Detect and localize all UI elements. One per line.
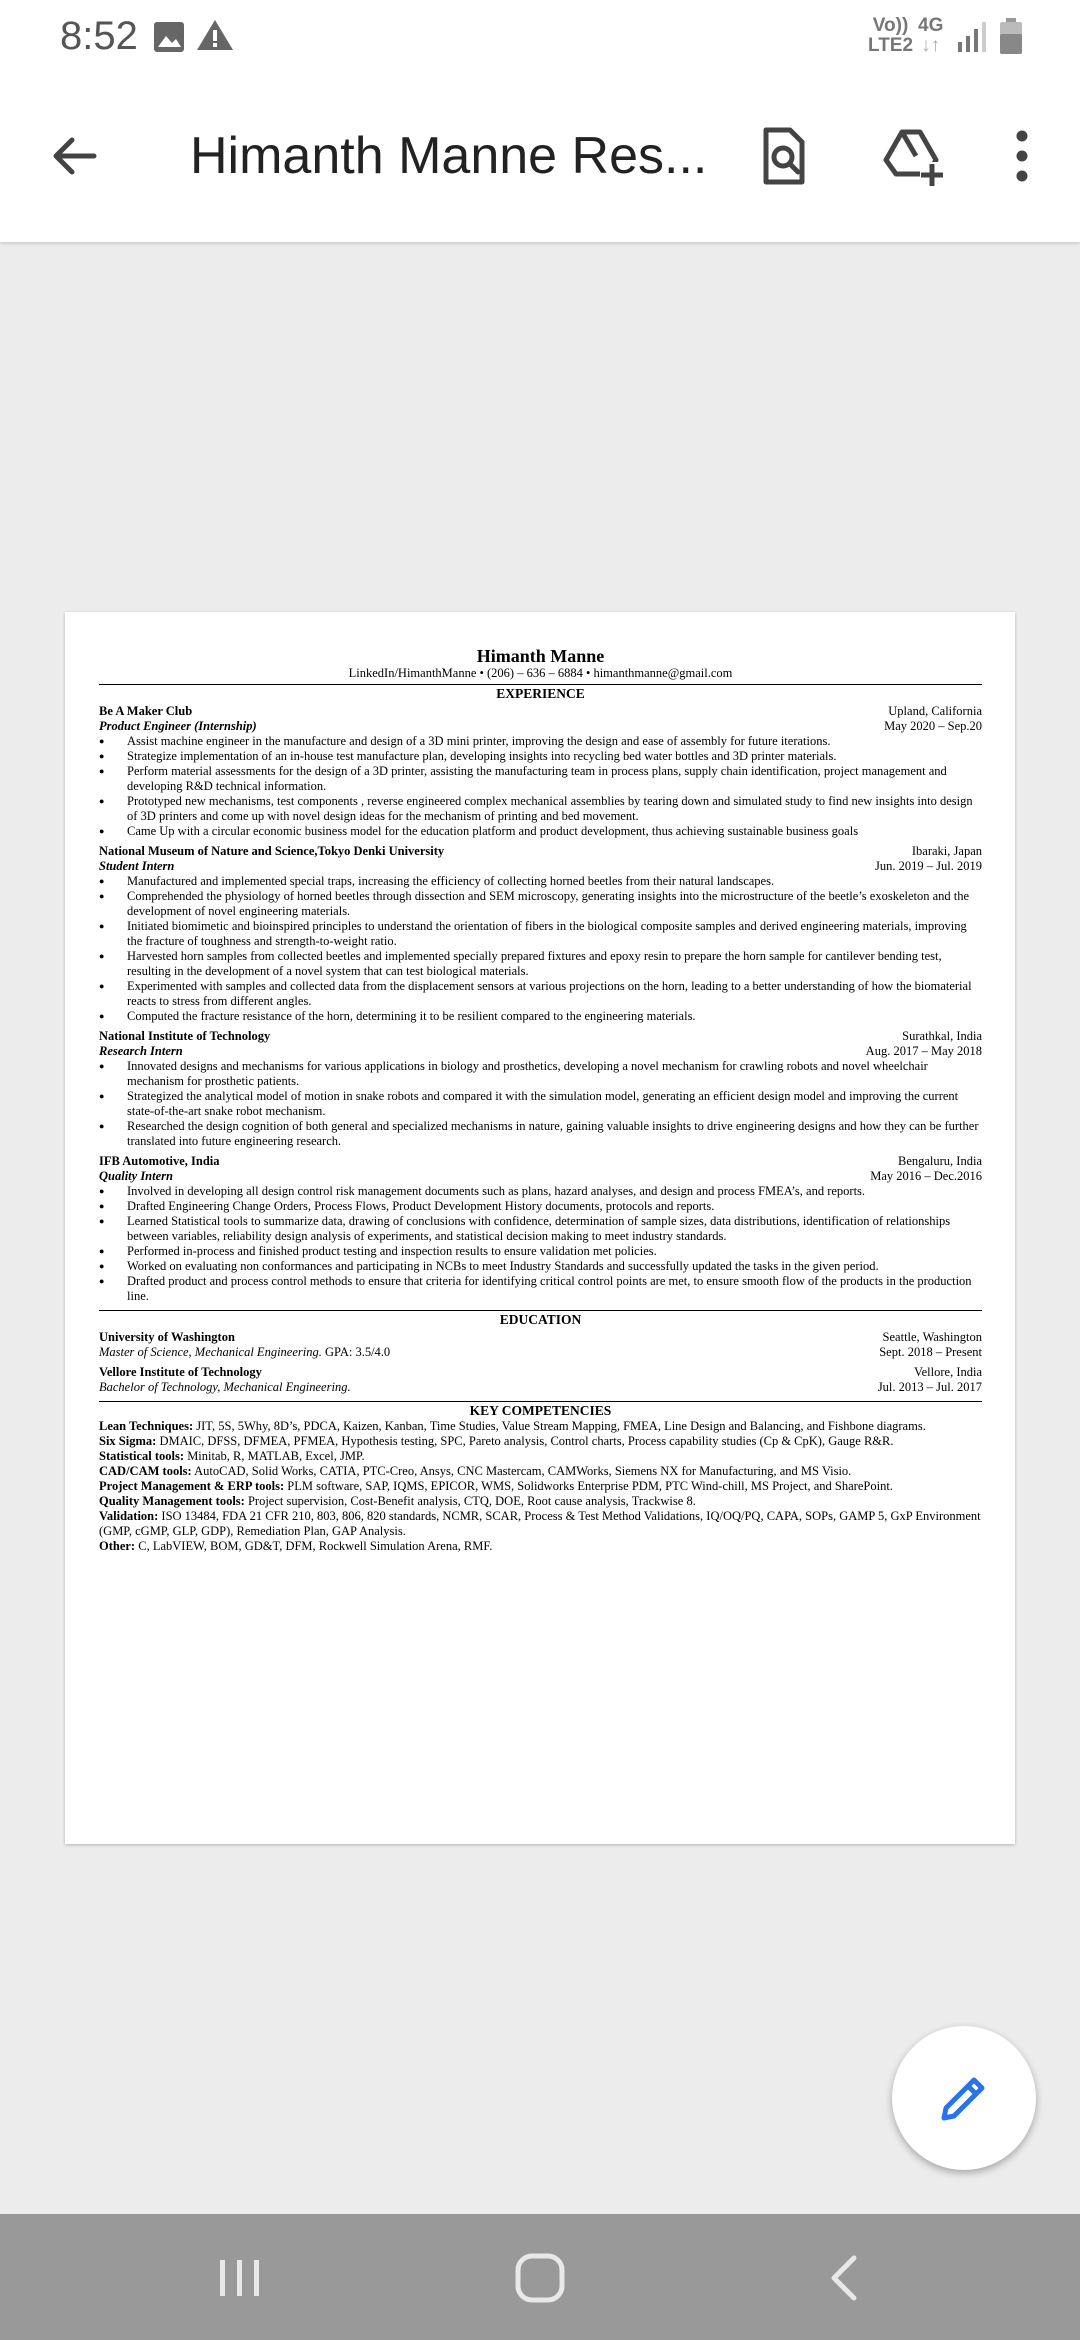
system-nav-bar bbox=[0, 2214, 1080, 2340]
edit-button[interactable] bbox=[892, 2026, 1036, 2170]
competency-item bbox=[99, 1419, 982, 1434]
job-header-row bbox=[99, 704, 982, 719]
experience-list bbox=[99, 704, 982, 1304]
job-role: Quality Intern bbox=[99, 1169, 173, 1183]
bullet-item: ● Experimented with samples and collected data from the displacement sensors at various projections on the horn, leading to a better understanding of how the biomaterial reacts to stress from different angles. bbox=[99, 979, 982, 1009]
signal-icon bbox=[956, 20, 990, 54]
competency-label: CAD/CAM tools: bbox=[99, 1464, 192, 1478]
bullet-item: ● Drafted Engineering Change Orders, Process Flows, Product Development History documents, protocols and reports. bbox=[99, 1199, 982, 1214]
job-organization: National Institute of Technology bbox=[99, 1029, 271, 1043]
job-role-row bbox=[99, 1044, 982, 1059]
job-bullets bbox=[99, 734, 982, 839]
bullet-item: ● Performed in-process and finished product testing and inspection results to ensure validation met policies. bbox=[99, 1244, 982, 1259]
competency-item bbox=[99, 1464, 982, 1479]
education-degree-row bbox=[99, 1380, 982, 1395]
bullet-item: ● Initiated biomimetic and bioinspired principles to understand the orientation of fibers in the biological composite samples and derived engineering materials, improving the fracture of toughness and strength-to-weight ratio. bbox=[99, 919, 982, 949]
resume-name: Himanth Manne bbox=[476, 646, 605, 666]
resume-contact: LinkedIn/HimanthManne • (206) – 636 – 6884 • himanthmanne@gmail.com bbox=[348, 666, 733, 680]
job-entry bbox=[99, 1154, 982, 1304]
education-school: Vellore Institute of Technology bbox=[99, 1365, 262, 1379]
education-heading: EDUCATION bbox=[99, 1310, 982, 1328]
competency-text: Project supervision, Cost-Benefit analysis, CTQ, DOE, Root cause analysis, Trackwise 8. bbox=[244, 1494, 696, 1508]
competency-text: AutoCAD, Solid Works, CATIA, PTC-Creo, Ansys, CNC Mastercam, CAMWorks, Siemens NX for Manufacturing, and MS Visio. bbox=[191, 1464, 852, 1478]
education-header-row bbox=[99, 1330, 982, 1345]
bullet-item: ● Harvested horn samples from collected beetles and implemented specially prepared fixtures and epoxy resin to prepare the horn sample for cantilever bending test, resulting in the development of a novel system that can test biological materials. bbox=[99, 949, 982, 979]
education-dates: Sept. 2018 – Present bbox=[879, 1345, 982, 1359]
job-dates: May 2016 – Dec.2016 bbox=[870, 1169, 982, 1183]
competencies-list bbox=[99, 1419, 982, 1554]
competency-item bbox=[99, 1434, 982, 1449]
competency-item bbox=[99, 1509, 982, 1539]
job-location: Surathkal, India bbox=[902, 1029, 982, 1043]
education-entry bbox=[99, 1365, 982, 1395]
resume-content bbox=[99, 646, 982, 1554]
job-organization: National Museum of Nature and Science,Tokyo Denki University bbox=[99, 844, 445, 858]
education-gpa: GPA: 3.5/4.0 bbox=[321, 1345, 391, 1359]
competency-label: Six Sigma: bbox=[99, 1434, 157, 1448]
competency-label: Statistical tools: bbox=[99, 1449, 185, 1463]
competency-text: C, LabVIEW, BOM, GD&T, DFM, Rockwell Simulation Arena, RMF. bbox=[135, 1539, 493, 1553]
competency-item bbox=[99, 1449, 982, 1464]
more-vert-icon[interactable] bbox=[990, 124, 1054, 188]
job-location: Upland, California bbox=[888, 704, 982, 718]
bullet-item: ● Prototyped new mechanisms, test components , reverse engineered complex mechanical assemblies by tearing down and simulated study to find new insights into design of 3D printers and come up with novel design ideas for the mechanism of printing and bed movement. bbox=[99, 794, 982, 824]
bullet-item: ● Learned Statistical tools to summarize data, drawing of conclusions with confidence, determination of sample sizes, data distributions, identification of relationships between variables, reliability design analysis of experiments, and statistical decision making to meet industry standards. bbox=[99, 1214, 982, 1244]
competency-text: Minitab, R, MATLAB, Excel, JMP. bbox=[184, 1449, 365, 1463]
battery-icon bbox=[998, 18, 1024, 56]
back-arrow-icon[interactable] bbox=[44, 126, 104, 186]
competency-item bbox=[99, 1479, 982, 1494]
job-bullets bbox=[99, 1059, 982, 1149]
education-degree-line bbox=[99, 1380, 351, 1395]
competency-label: Lean Techniques: bbox=[99, 1419, 194, 1433]
status-bar bbox=[0, 0, 1080, 74]
education-location: Seattle, Washington bbox=[882, 1330, 982, 1344]
bullet-item: ● Came Up with a circular economic business model for the education platform and product development, thus achieving sustainable business goals bbox=[99, 824, 982, 839]
job-dates: Jun. 2019 – Jul. 2019 bbox=[875, 859, 982, 873]
bullet-item: ● Perform material assessments for the design of a 3D printer, assisting the manufacturing team in process plans, supply chain identification, project management and developing R&D technical information. bbox=[99, 764, 982, 794]
status-time: 8:52 bbox=[60, 14, 138, 58]
education-degree-row bbox=[99, 1345, 982, 1360]
job-role-row bbox=[99, 859, 982, 874]
competency-item bbox=[99, 1494, 982, 1509]
education-entry bbox=[99, 1330, 982, 1360]
edit-pencil-icon bbox=[934, 2068, 994, 2128]
job-dates: May 2020 – Sep.20 bbox=[884, 719, 982, 733]
bullet-item: ● Researched the design cognition of both general and specialized mechanisms in nature, gaining valuable insights to drive engineering designs and how they can be further translated into future engineering research. bbox=[99, 1119, 982, 1149]
find-in-page-icon[interactable] bbox=[752, 124, 816, 188]
job-header-row bbox=[99, 1029, 982, 1044]
education-degree: Bachelor of Technology, Mechanical Engineering. bbox=[99, 1380, 351, 1394]
bullet-item: ● Computed the fracture resistance of the horn, determining it to be resilient compared to the engineering materials. bbox=[99, 1009, 982, 1024]
competency-text: ISO 13484, FDA 21 CFR 210, 803, 806, 820 standards, NCMR, SCAR, Process & Test Method Validations, IQ/OQ/PQ, CAPA, SOPs, GAMP 5, GxP Environment (GMP, cGMP, GLP, GDP), Remediation Plan, GAP Analysis. bbox=[99, 1509, 981, 1538]
recents-icon[interactable] bbox=[210, 2250, 270, 2306]
job-entry bbox=[99, 1029, 982, 1149]
bullet-item: ● Manufactured and implemented special traps, increasing the efficiency of collecting horned beetles from their natural landscapes. bbox=[99, 874, 982, 889]
warning-icon bbox=[196, 18, 234, 52]
competency-text: PLM software, SAP, IQMS, EPICOR, WMS, Solidworks Enterprise PDM, PTC Wind-chill, MS Project, and SharePoint. bbox=[284, 1479, 893, 1493]
app-bar bbox=[0, 74, 1080, 242]
job-role-row bbox=[99, 719, 982, 734]
education-dates: Jul. 2013 – Jul. 2017 bbox=[877, 1380, 982, 1394]
document-page[interactable] bbox=[65, 612, 1015, 1844]
job-header-row bbox=[99, 844, 982, 859]
competency-label: Other: bbox=[99, 1539, 136, 1553]
job-header-row bbox=[99, 1154, 982, 1169]
job-organization: IFB Automotive, India bbox=[99, 1154, 220, 1168]
job-role: Product Engineer (Internship) bbox=[99, 719, 257, 733]
competency-label: Validation: bbox=[99, 1509, 159, 1523]
bullet-item: ● Drafted product and process control methods to ensure that criteria for identifying critical control points are met, to ensure smooth flow of the products in the production line. bbox=[99, 1274, 982, 1304]
job-organization: Be A Maker Club bbox=[99, 704, 193, 718]
job-dates: Aug. 2017 – May 2018 bbox=[865, 1044, 982, 1058]
job-entry bbox=[99, 704, 982, 839]
bullet-item: ● Comprehended the physiology of horned beetles through dissection and SEM microscopy, generating insights into the microstructure of the beetle’s exoskeleton and the development of novel engineering materials. bbox=[99, 889, 982, 919]
experience-heading: EXPERIENCE bbox=[99, 684, 982, 702]
back-icon[interactable] bbox=[816, 2250, 876, 2306]
competencies-heading: KEY COMPETENCIES bbox=[99, 1401, 982, 1419]
home-icon[interactable] bbox=[510, 2250, 570, 2306]
education-school: University of Washington bbox=[99, 1330, 235, 1344]
job-location: Ibaraki, Japan bbox=[911, 844, 982, 858]
competency-label: Project Management & ERP tools: bbox=[99, 1479, 285, 1493]
education-header-row bbox=[99, 1365, 982, 1380]
bullet-item: ● Innovated designs and mechanisms for various applications in biology and prosthetics, developing a novel mechanism for crawling robots and novel wheelchair mechanism for prosthetic patients. bbox=[99, 1059, 982, 1089]
competency-label: Quality Management tools: bbox=[99, 1494, 245, 1508]
competency-text: JIT, 5S, 5Why, 8D’s, PDCA, Kaizen, Kanban, Time Studies, Value Stream Mapping, FMEA, Line Design and Balancing, and Fishbone diagrams. bbox=[193, 1419, 926, 1433]
education-degree: Master of Science, Mechanical Engineering. bbox=[99, 1345, 322, 1359]
bullet-item: ● Strategize implementation of an in-house test manufacture plan, developing insights into recycling bed water bottles and 3D printer materials. bbox=[99, 749, 982, 764]
job-role-row bbox=[99, 1169, 982, 1184]
job-entry bbox=[99, 844, 982, 1024]
competency-item bbox=[99, 1539, 982, 1554]
bullet-item: ● Strategized the analytical model of motion in snake robots and compared it with the simulation model, generating an efficient design model and improving the current state-of-the-art snake robot mechanism. bbox=[99, 1089, 982, 1119]
bullet-item: ● Worked on evaluating non conformances and participating in NCBs to meet Industry Standards and successfully updated the tasks in the given period. bbox=[99, 1259, 982, 1274]
education-degree-line bbox=[99, 1345, 390, 1360]
education-list bbox=[99, 1330, 982, 1395]
gallery-icon bbox=[152, 20, 186, 54]
job-bullets bbox=[99, 1184, 982, 1304]
job-role: Research Intern bbox=[99, 1044, 183, 1058]
document-title: Himanth Manne Res... bbox=[190, 127, 708, 185]
competency-text: DMAIC, DFSS, DFMEA, PFMEA, Hypothesis testing, SPC, Pareto analysis, Control charts, Process capability studies (Cp & CpK), Gauge R&R. bbox=[156, 1434, 894, 1448]
bullet-item: ● Involved in developing all design control risk management documents such as plans, hazard analyses, and design and process FMEA’s, and reports. bbox=[99, 1184, 982, 1199]
job-bullets bbox=[99, 874, 982, 1024]
bullet-item: ● Assist machine engineer in the manufacture and design of a 3D mini printer, improving the design and ease of assembly for future iterations. bbox=[99, 734, 982, 749]
education-location: Vellore, India bbox=[913, 1365, 982, 1379]
volte-indicator: Vo)) LTE2 bbox=[868, 15, 914, 56]
job-role: Student Intern bbox=[99, 859, 175, 873]
job-location: Bengaluru, India bbox=[897, 1154, 982, 1168]
network-type: 4G ↓↑ bbox=[918, 15, 944, 56]
add-to-drive-icon[interactable] bbox=[880, 124, 944, 188]
